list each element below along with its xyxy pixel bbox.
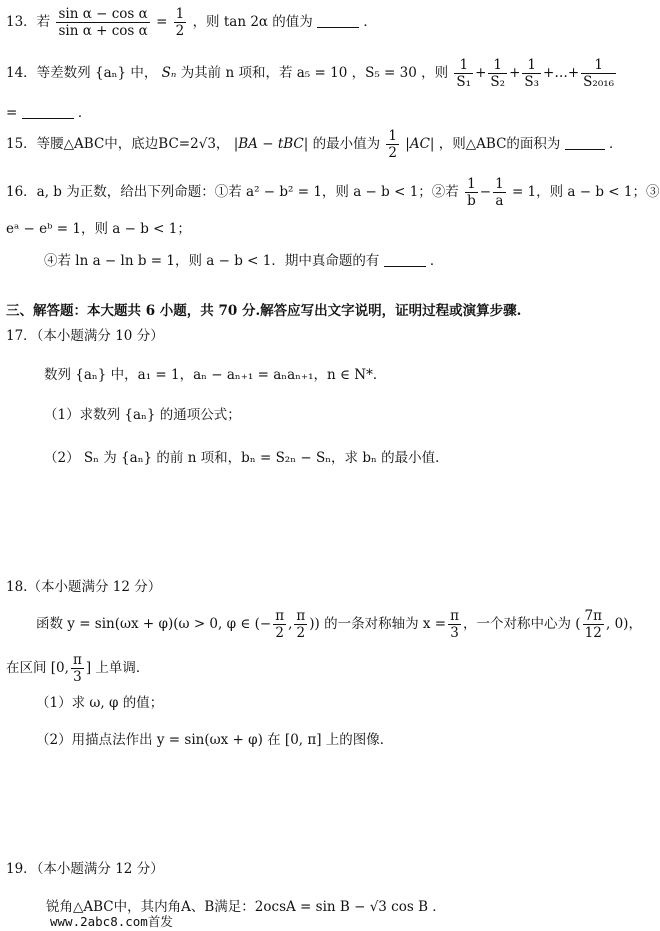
q15-half-num: 1 <box>388 128 397 144</box>
q16-line1: 16．a, b 为正数，给出下列命题：①若 a² − b² = 1，则 a − b < 1；②若 <box>6 184 459 200</box>
question-17-part2 <box>44 449 449 467</box>
q14-term-last-num: 1 <box>581 57 616 74</box>
q13-denominator: sin α + cos α <box>58 23 148 39</box>
q16-frac-b-num: 1 <box>465 176 478 193</box>
question-19-header <box>6 860 164 878</box>
q18-header: 18.（本小题满分 12 分） <box>6 579 162 595</box>
question-16 <box>6 176 660 209</box>
section-3-heading-text: 三、解答题：本大题共 6 小题，共 70 分.解答应写出文字说明，证明过程或演算步骤. <box>6 303 522 319</box>
q16-frac-a <box>493 176 506 209</box>
q13-tail: ，则 tan 2α 的值为 <box>192 14 313 30</box>
q14-line2-eq: = <box>6 105 18 121</box>
q14-term-2-den: S₂ <box>490 74 506 90</box>
q18-frac-pi3-den: 3 <box>450 625 459 641</box>
q17-part1: （1）求数列 {aₙ} 的通项公式； <box>44 407 241 423</box>
q16-frac-a-num: 1 <box>495 176 504 192</box>
q16-line3: ④若 ln a − ln b = 1，则 a − b < 1．期中真命题的有 <box>44 253 380 269</box>
question-13 <box>6 6 377 39</box>
q13-number: 13．若 <box>6 14 51 30</box>
q16-frac-a-den: a <box>495 193 504 209</box>
q18-frac-pi2-b-den: 2 <box>296 625 306 641</box>
q17-header: 17．（本小题满分 10 分） <box>6 328 164 344</box>
q13-half-num: 1 <box>175 6 185 22</box>
footer-watermark <box>50 913 173 931</box>
q19-stem: 锐角△ABC中，其内角A、B满足：2ocsA = sin B − √3 cos B ． <box>46 899 446 915</box>
q14-number: 14．等差数列 <box>6 65 91 81</box>
q18-frac-7pi12-num: 7π <box>584 608 602 624</box>
question-14 <box>6 57 618 90</box>
q18-stem-a: 函数 y = sin(ωx + φ)(ω > 0, φ ∈ (− <box>36 616 272 632</box>
q14-term-2 <box>488 57 507 90</box>
q15-text1: 的最小值为 <box>312 136 381 152</box>
q18-part1: （1）求 ω, φ 的值； <box>36 695 164 711</box>
q13-answer-blank <box>317 13 359 28</box>
q18-part2: （2）用描点法作出 y = sin(ωx + φ) 在 [0, π] 上的图像． <box>36 732 394 748</box>
q14-term-1-den: S₁ <box>456 74 472 90</box>
q13-equals: = <box>156 14 168 30</box>
q14-term-1 <box>454 57 473 90</box>
q15-abs-ac: |AC| <box>405 136 435 152</box>
question-18-stem <box>36 608 642 641</box>
q16-line2: eᵃ − eᵇ = 1，则 a − b < 1； <box>6 221 191 237</box>
q13-main-fraction <box>56 6 149 39</box>
q14-plus-2: + <box>509 65 521 81</box>
question-18-part2 <box>36 731 393 749</box>
q14-term-last-den: S₂₀₁₆ <box>583 74 615 90</box>
question-17-header <box>6 327 164 345</box>
q17-stem: 数列 {aₙ} 中，a₁ = 1，aₙ − aₙ₊₁ = aₙaₙ₊₁，n ∈ N*． <box>44 367 387 383</box>
q18-stem-c: ，一个对称中心为 ( <box>462 616 581 632</box>
q14-term-2-num: 1 <box>488 57 507 74</box>
q14-term-1-num: 1 <box>454 57 473 74</box>
q14-answer-blank <box>22 104 74 119</box>
q15-end: ． <box>609 136 623 152</box>
q16-answer-blank <box>384 252 426 267</box>
q14-term-3 <box>522 57 541 90</box>
question-14-line2 <box>6 104 91 122</box>
q18-stem-b: )) 的一条对称轴为 x = <box>309 616 447 632</box>
q14-text2: 为其前 n 项和，若 a₅ = 10 ，S₅ = 30 ，则 <box>180 65 449 81</box>
q14-seq: {aₙ} <box>94 65 127 81</box>
q18-frac-pi3 <box>448 608 461 641</box>
q18-frac-pi3-interval-den: 3 <box>73 669 82 685</box>
q14-term-last <box>581 57 616 90</box>
question-18-part1 <box>36 694 163 712</box>
question-17-stem <box>44 366 386 384</box>
q13-end: ． <box>363 14 377 30</box>
q16-minus: − <box>479 184 492 200</box>
q18-interval-a: 在区间 [0, <box>6 660 69 676</box>
question-17-part1 <box>44 406 241 424</box>
q18-frac-pi3-interval-num: π <box>72 652 82 668</box>
q14-plus-1: + <box>475 65 487 81</box>
q18-frac-pi2-b <box>294 608 307 641</box>
q14-dots: +…+ <box>543 65 580 81</box>
q15-answer-blank <box>565 135 605 150</box>
q14-text1: 中， <box>130 65 158 81</box>
question-16-line3 <box>44 252 443 270</box>
q16-frac-b <box>465 176 478 209</box>
q18-frac-pi2-a-den: 2 <box>275 625 284 641</box>
q18-frac-7pi12-den: 12 <box>584 625 602 641</box>
q13-half-den: 2 <box>175 23 185 39</box>
question-18-header <box>6 578 161 596</box>
q18-frac-pi3-interval <box>71 652 84 685</box>
footer-watermark-text: www.2abc8.com首发 <box>50 914 173 929</box>
question-18-interval <box>6 652 149 685</box>
q13-half <box>174 6 187 39</box>
q14-term-3-num: 1 <box>522 57 541 74</box>
q18-frac-pi2-a-num: π <box>275 608 285 624</box>
q13-numerator: sin α − cos α <box>58 6 148 22</box>
q18-frac-pi2-a <box>273 608 286 641</box>
q19-header: 19．（本小题满分 12 分） <box>6 861 164 877</box>
q18-frac-7pi12 <box>583 608 604 641</box>
q18-comma: , <box>288 616 293 632</box>
q15-half-den: 2 <box>388 145 397 161</box>
q15-number: 15．等腰△ABC中，底边BC=2√3， <box>6 136 230 152</box>
q15-abs-expr: |BA − tBC| <box>233 136 309 152</box>
q14-sn: Sₙ <box>161 65 177 81</box>
q15-text2: ，则△ABC的面积为 <box>438 136 561 152</box>
q18-frac-pi2-b-num: π <box>296 608 306 624</box>
q17-part2: （2） Sₙ 为 {aₙ} 的前 n 项和，bₙ = S₂ₙ − Sₙ，求 bₙ 的最小值． <box>44 450 449 466</box>
q16-line3-end: ． <box>429 253 444 269</box>
q18-stem-d: , 0)， <box>606 616 642 632</box>
q18-interval-b: ] 上单调． <box>85 660 150 676</box>
section-3-heading <box>6 302 521 320</box>
q16-line1-tail: = 1，则 a − b < 1；③ <box>511 184 660 200</box>
q16-frac-b-den: b <box>467 193 476 209</box>
question-16-line2 <box>6 220 191 238</box>
q14-line2-end: ． <box>77 105 92 121</box>
question-15 <box>6 128 623 161</box>
q18-frac-pi3-num: π <box>450 608 459 624</box>
q14-term-3-den: S₃ <box>524 74 540 90</box>
q15-half <box>386 128 399 161</box>
